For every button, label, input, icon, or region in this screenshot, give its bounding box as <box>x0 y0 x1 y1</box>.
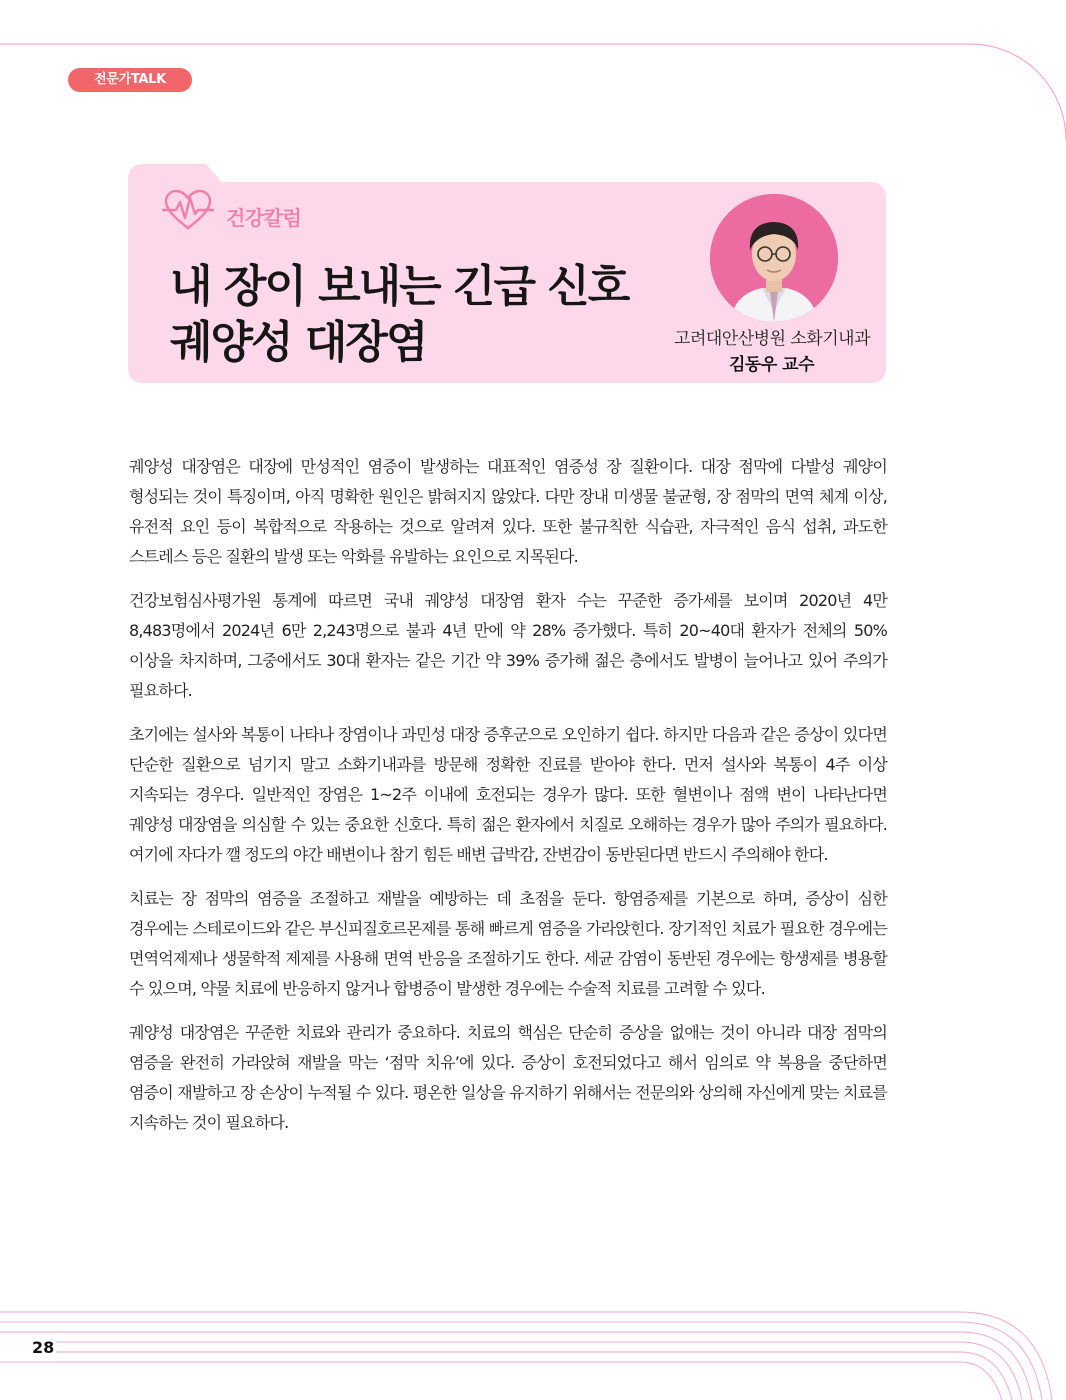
paragraph: 건강보험심사평가원 통계에 따르면 국내 궤양성 대장염 환자 수는 꾸준한 증가세를 보이며 2020년 4만 8,483명에서 2024년 6만 2,243명으로 불과 4년 만에 약 28% 증가했다. 특히 20~40대 환자가 전체의 50% 이상을 차지하며, 그중에서도 30대 환자는 같은 기간 약 39% 증가해 젊은 층에서도 발병이 늘어나고 있어 주의가 필요하다. <box>129 591 887 700</box>
heart-pulse-icon <box>162 188 214 232</box>
author-affiliation: 고려대안산병원 소화기내과 <box>674 329 870 349</box>
author-photo <box>710 194 838 322</box>
column-header-box <box>128 164 886 383</box>
page-number: 28 <box>32 1338 55 1357</box>
section-tag: 전문가TALK <box>68 68 192 92</box>
paragraph: 궤양성 대장염은 대장에 만성적인 염증이 발생하는 대표적인 염증성 장 질환이다. 대장 점막에 다발성 궤양이 형성되는 것이 특징이며, 아직 명확한 원인은 밝혀지지 않았다. 다만 장내 미생물 불균형, 장 점막의 면역 체계 이상, 유전적 요인 등이 복합적으로 작용하는 것으로 알려져 있다. 또한 불규칙한 식습관, 자극적인 음식 섭취, 과도한 스트레스 등은 질환의 발생 또는 악화를 유발하는 요인으로 지목된다. <box>129 457 887 566</box>
column-label: 건강칼럼 <box>226 206 302 230</box>
paragraph: 궤양성 대장염은 꾸준한 치료와 관리가 중요하다. 치료의 핵심은 단순히 증상을 없애는 것이 아니라 대장 점막의 염증을 완전히 가라앉혀 재발을 막는 ‘점막 치유’에 있다. 증상이 호전되었다고 해서 임의로 약 복용을 중단하면 염증이 재발하고 장 손상이 누적될 수 있다. 평온한 일상을 유지하기 위해서는 전문의와 상의해 자신에게 맞는 치료를 지속하는 것이 필요하다. <box>129 1023 887 1132</box>
paragraph: 치료는 장 점막의 염증을 조절하고 재발을 예방하는 데 초점을 둔다. 항염증제를 기본으로 하며, 증상이 심한 경우에는 스테로이드와 같은 부신피질호르몬제를 통해 빠르게 염증을 가라앉힌다. 장기적인 치료가 필요한 경우에는 면역억제제나 생물학적 제제를 사용해 면역 반응을 조절하기도 한다. 세균 감염이 동반된 경우에는 항생제를 병용할 수 있으며, 약물 치료에 반응하지 않거나 합병증이 발생한 경우에는 수술적 치료를 고려할 수 있다. <box>129 889 887 998</box>
article-body <box>129 452 887 1152</box>
author-name: 김동우 교수 <box>728 355 814 375</box>
article-title-line-1: 내 장이 보내는 긴급 신호 <box>170 261 629 312</box>
paragraph: 초기에는 설사와 복통이 나타나 장염이나 과민성 대장 증후군으로 오인하기 쉽다. 하지만 다음과 같은 증상이 있다면 단순한 질환으로 넘기지 말고 소화기내과를 방문해 정확한 진료를 받아야 한다. 먼저 설사와 복통이 4주 이상 지속되는 경우다. 일반적인 장염은 1~2주 이내에 호전되는 경우가 많다. 또한 혈변이나 점액 변이 나타난다면 궤양성 대장염을 의심할 수 있는 중요한 신호다. 특히 젊은 환자에서 치질로 오해하는 경우가 많아 주의가 필요하다. 여기에 자다가 깰 정도의 야간 배변이나 참기 힘든 배변 급박감, 잔변감이 동반된다면 반드시 주의해야 한다. <box>129 725 887 864</box>
article-title-line-2: 궤양성 대장염 <box>170 317 427 368</box>
author-portrait-icon <box>710 194 838 322</box>
